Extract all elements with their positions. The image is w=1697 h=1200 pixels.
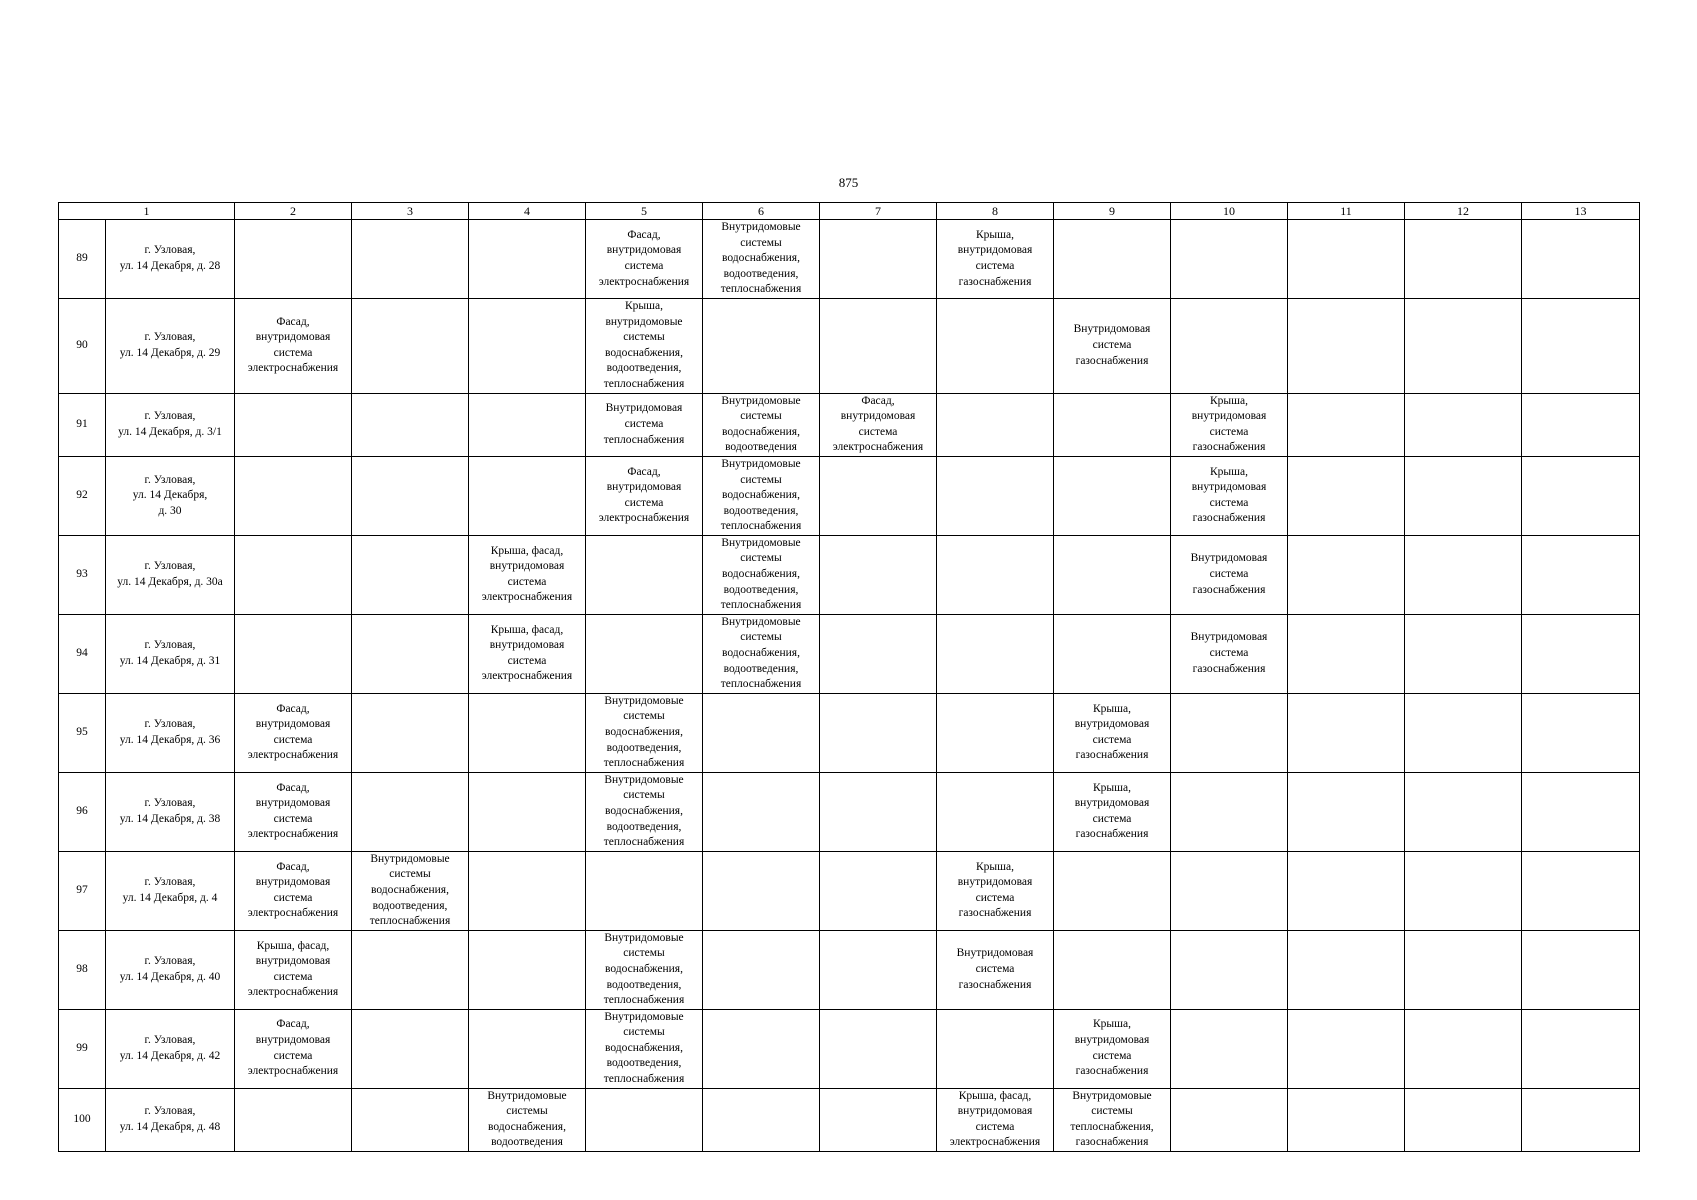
work-description: Крыша, фасад, внутридомовая система электроснабжения <box>481 544 573 604</box>
address-cell: г. Узловая, ул. 14 Декабря, д. 48 <box>106 1088 235 1151</box>
work-description: Фасад, внутридомовая система электроснабжения <box>832 394 924 454</box>
work-cell <box>1171 1088 1288 1151</box>
work-cell <box>1288 772 1405 851</box>
work-cell <box>820 851 937 930</box>
work-cell <box>703 930 820 1009</box>
work-cell <box>352 772 469 851</box>
table-body <box>59 220 1640 1152</box>
work-cell <box>937 456 1054 535</box>
work-cell <box>586 535 703 614</box>
work-cell <box>352 851 469 930</box>
work-description: Фасад, внутридомовая система электроснабжения <box>598 228 690 288</box>
work-cell <box>703 851 820 930</box>
work-cell <box>352 1009 469 1088</box>
work-cell <box>937 614 1054 693</box>
work-cell <box>235 851 352 930</box>
work-description: Внутридомовые системы водоснабжения, водоотведения, теплоснабжения <box>720 457 802 533</box>
work-cell <box>586 614 703 693</box>
work-cell <box>937 930 1054 1009</box>
work-cell <box>820 1088 937 1151</box>
work-description: Внутридомовые системы водоснабжения, водоотведения, теплоснабжения <box>603 773 685 849</box>
work-description: Крыша, фасад, внутридомовая система электроснабжения <box>949 1089 1041 1149</box>
table-row <box>59 693 1640 772</box>
work-description: Фасад, внутридомовая система электроснабжения <box>598 465 690 525</box>
work-cell <box>1522 456 1640 535</box>
work-cell <box>1522 298 1640 393</box>
work-cell <box>352 456 469 535</box>
repair-schedule-table <box>58 202 1640 1152</box>
address-cell: г. Узловая, ул. 14 Декабря, д. 28 <box>106 220 235 299</box>
work-description: Крыша, внутридомовая система газоснабжения <box>1074 1018 1150 1078</box>
work-cell <box>352 1088 469 1151</box>
column-header: 9 <box>1054 203 1171 220</box>
work-cell <box>235 220 352 299</box>
work-cell <box>235 614 352 693</box>
work-cell <box>586 693 703 772</box>
column-header: 11 <box>1288 203 1405 220</box>
work-cell <box>469 930 586 1009</box>
column-header: 4 <box>469 203 586 220</box>
work-description: Крыша, внутридомовая система газоснабжения <box>1191 394 1267 454</box>
table-row <box>59 614 1640 693</box>
work-cell <box>1171 772 1288 851</box>
work-cell <box>1288 220 1405 299</box>
work-cell <box>1405 930 1522 1009</box>
table-row <box>59 930 1640 1009</box>
work-description: Внутридомовые системы водоснабжения, водоотведения, теплоснабжения <box>720 536 802 612</box>
work-cell <box>1405 220 1522 299</box>
table-row <box>59 393 1640 456</box>
work-cell <box>1288 535 1405 614</box>
work-cell <box>937 298 1054 393</box>
work-cell <box>1288 851 1405 930</box>
table-row <box>59 1009 1640 1088</box>
work-cell <box>235 393 352 456</box>
work-cell <box>1405 693 1522 772</box>
work-description: Внутридомовая система газоснабжения <box>1190 631 1268 675</box>
work-cell <box>703 456 820 535</box>
work-cell <box>1522 393 1640 456</box>
work-cell <box>703 393 820 456</box>
work-cell <box>235 693 352 772</box>
work-cell <box>937 535 1054 614</box>
work-cell <box>352 930 469 1009</box>
work-cell <box>1054 298 1171 393</box>
work-cell <box>469 456 586 535</box>
work-description: Внутридомовые системы водоснабжения, водоотведения, теплоснабжения <box>603 931 685 1007</box>
work-cell <box>469 693 586 772</box>
work-cell <box>469 535 586 614</box>
work-description: Крыша, фасад, внутридомовая система электроснабжения <box>247 939 339 999</box>
work-cell <box>1405 535 1522 614</box>
work-cell <box>1054 220 1171 299</box>
address-cell: г. Узловая, ул. 14 Декабря, д. 4 <box>106 851 235 930</box>
work-cell <box>469 393 586 456</box>
work-cell <box>1171 393 1288 456</box>
work-description: Крыша, внутридомовая система газоснабжения <box>957 228 1033 288</box>
work-cell <box>937 772 1054 851</box>
work-cell <box>469 1088 586 1151</box>
work-description: Внутридомовые системы водоснабжения, водоотведения, теплоснабжения <box>603 1010 685 1086</box>
row-number: 97 <box>59 851 106 930</box>
work-cell <box>1522 535 1640 614</box>
work-cell <box>1405 298 1522 393</box>
work-cell <box>1288 1088 1405 1151</box>
work-cell <box>820 930 937 1009</box>
work-cell <box>937 393 1054 456</box>
work-cell <box>703 772 820 851</box>
work-description: Внутридомовые системы водоснабжения, водоотведения, теплоснабжения <box>369 852 451 928</box>
address-cell: г. Узловая, ул. 14 Декабря, д. 31 <box>106 614 235 693</box>
work-cell <box>937 851 1054 930</box>
work-cell <box>703 1088 820 1151</box>
work-cell <box>1054 772 1171 851</box>
address-cell: г. Узловая, ул. 14 Декабря, д. 3/1 <box>106 393 235 456</box>
work-cell <box>586 220 703 299</box>
column-header: 2 <box>235 203 352 220</box>
work-description: Фасад, внутридомовая система электроснабжения <box>247 1018 339 1078</box>
work-description: Фасад, внутридомовая система электроснабжения <box>247 702 339 762</box>
work-cell <box>586 851 703 930</box>
work-cell <box>1522 1088 1640 1151</box>
row-number: 92 <box>59 456 106 535</box>
work-cell <box>586 456 703 535</box>
work-cell <box>235 298 352 393</box>
work-cell <box>1405 1009 1522 1088</box>
work-cell <box>586 393 703 456</box>
work-description: Внутридомовая система газоснабжения <box>1073 323 1151 367</box>
work-description: Фасад, внутридомовая система электроснабжения <box>247 860 339 920</box>
work-cell <box>469 298 586 393</box>
work-cell <box>235 930 352 1009</box>
work-cell <box>703 298 820 393</box>
work-cell <box>352 393 469 456</box>
column-header: 8 <box>937 203 1054 220</box>
table-row <box>59 1088 1640 1151</box>
header-row <box>59 203 1640 220</box>
work-cell <box>1405 456 1522 535</box>
table-row <box>59 851 1640 930</box>
work-cell <box>1171 1009 1288 1088</box>
work-cell <box>586 1088 703 1151</box>
work-cell <box>1522 220 1640 299</box>
work-cell <box>352 693 469 772</box>
work-description: Крыша, фасад, внутридомовая система электроснабжения <box>481 623 573 683</box>
work-cell <box>1522 930 1640 1009</box>
work-cell <box>1522 1009 1640 1088</box>
work-description: Внутридомовые системы водоснабжения, водоотведения <box>487 1089 567 1149</box>
work-cell <box>703 614 820 693</box>
column-header: 5 <box>586 203 703 220</box>
work-cell <box>1054 535 1171 614</box>
address-cell: г. Узловая, ул. 14 Декабря, д. 29 <box>106 298 235 393</box>
work-cell <box>820 614 937 693</box>
work-cell <box>1054 930 1171 1009</box>
work-description: Фасад, внутридомовая система электроснабжения <box>247 315 339 375</box>
address-cell: г. Узловая, ул. 14 Декабря, д. 40 <box>106 930 235 1009</box>
work-cell <box>352 298 469 393</box>
work-cell <box>937 693 1054 772</box>
work-cell <box>469 220 586 299</box>
work-cell <box>703 693 820 772</box>
work-cell <box>820 298 937 393</box>
row-number: 95 <box>59 693 106 772</box>
work-cell <box>235 1088 352 1151</box>
table-row <box>59 535 1640 614</box>
column-header: 3 <box>352 203 469 220</box>
row-number: 94 <box>59 614 106 693</box>
work-cell <box>820 220 937 299</box>
work-cell <box>352 535 469 614</box>
work-description: Крыша, внутридомовая система газоснабжения <box>957 860 1033 920</box>
work-cell <box>1288 693 1405 772</box>
table-header <box>59 203 1640 220</box>
row-number: 90 <box>59 298 106 393</box>
row-number: 100 <box>59 1088 106 1151</box>
row-number: 98 <box>59 930 106 1009</box>
work-cell <box>469 772 586 851</box>
work-cell <box>937 1088 1054 1151</box>
work-cell <box>1054 456 1171 535</box>
work-description: Внутридомовые системы водоснабжения, водоотведения <box>721 394 801 454</box>
work-cell <box>469 1009 586 1088</box>
column-header: 1 <box>59 203 235 220</box>
work-cell <box>1054 1009 1171 1088</box>
address-cell: г. Узловая, ул. 14 Декабря, д. 30 <box>106 456 235 535</box>
work-cell <box>1522 693 1640 772</box>
table-row <box>59 772 1640 851</box>
work-cell <box>1171 535 1288 614</box>
row-number: 89 <box>59 220 106 299</box>
work-cell <box>937 1009 1054 1088</box>
column-header: 6 <box>703 203 820 220</box>
work-cell <box>1054 614 1171 693</box>
work-cell <box>235 456 352 535</box>
row-number: 99 <box>59 1009 106 1088</box>
work-cell <box>1288 1009 1405 1088</box>
work-cell <box>1171 220 1288 299</box>
work-cell <box>820 693 937 772</box>
work-cell <box>586 930 703 1009</box>
work-cell <box>235 772 352 851</box>
work-description: Внутридомовые системы водоснабжения, водоотведения, теплоснабжения <box>720 221 802 296</box>
column-header: 13 <box>1522 203 1640 220</box>
work-cell <box>1522 851 1640 930</box>
work-cell <box>1171 614 1288 693</box>
work-cell <box>937 220 1054 299</box>
work-cell <box>1405 851 1522 930</box>
work-description: Крыша, внутридомовая система газоснабжения <box>1074 702 1150 762</box>
work-cell <box>235 1009 352 1088</box>
work-cell <box>1288 614 1405 693</box>
work-description: Внутридомовая система теплоснабжения <box>603 402 685 446</box>
table-row <box>59 298 1640 393</box>
address-cell: г. Узловая, ул. 14 Декабря, д. 36 <box>106 693 235 772</box>
work-cell <box>352 614 469 693</box>
row-number: 93 <box>59 535 106 614</box>
work-cell <box>703 535 820 614</box>
work-cell <box>1171 851 1288 930</box>
work-description: Крыша, внутридомовая система газоснабжения <box>1074 781 1150 841</box>
work-cell <box>586 772 703 851</box>
work-cell <box>703 1009 820 1088</box>
work-cell <box>1522 772 1640 851</box>
work-cell <box>469 614 586 693</box>
work-cell <box>1171 930 1288 1009</box>
work-cell <box>1054 693 1171 772</box>
work-description: Внутридомовые системы водоснабжения, водоотведения, теплоснабжения <box>603 694 685 770</box>
work-cell <box>820 535 937 614</box>
page-number: 875 <box>838 175 859 190</box>
row-number: 91 <box>59 393 106 456</box>
work-cell <box>820 772 937 851</box>
column-header: 7 <box>820 203 937 220</box>
work-cell <box>1171 693 1288 772</box>
address-cell: г. Узловая, ул. 14 Декабря, д. 38 <box>106 772 235 851</box>
work-description: Внутридомовая система газоснабжения <box>1190 552 1268 596</box>
work-cell <box>1405 1088 1522 1151</box>
work-cell <box>703 220 820 299</box>
table-row <box>59 456 1640 535</box>
work-cell <box>820 456 937 535</box>
work-cell <box>820 393 937 456</box>
work-cell <box>1288 930 1405 1009</box>
work-cell <box>1054 1088 1171 1151</box>
table-row <box>59 220 1640 299</box>
row-number: 96 <box>59 772 106 851</box>
work-cell <box>1405 772 1522 851</box>
work-description: Внутридомовые системы водоснабжения, водоотведения, теплоснабжения <box>720 615 802 691</box>
work-cell <box>1405 614 1522 693</box>
work-cell <box>1288 298 1405 393</box>
work-cell <box>1405 393 1522 456</box>
work-cell <box>820 1009 937 1088</box>
work-cell <box>1054 851 1171 930</box>
column-header: 12 <box>1405 203 1522 220</box>
work-description: Фасад, внутридомовая система электроснабжения <box>247 781 339 841</box>
work-cell <box>586 1009 703 1088</box>
work-cell <box>1288 456 1405 535</box>
work-cell <box>1054 393 1171 456</box>
work-description: Крыша, внутридомовая система газоснабжения <box>1191 465 1267 525</box>
work-cell <box>235 535 352 614</box>
work-cell <box>352 220 469 299</box>
work-cell <box>586 298 703 393</box>
work-description: Внутридомовые системы теплоснабжения, газоснабжения <box>1070 1089 1154 1149</box>
work-cell <box>1522 614 1640 693</box>
column-header: 10 <box>1171 203 1288 220</box>
work-description: Крыша, внутридомовые системы водоснабжения, водоотведения, теплоснабжения <box>603 299 685 390</box>
work-description: Внутридомовая система газоснабжения <box>956 947 1034 991</box>
work-cell <box>1171 298 1288 393</box>
address-cell: г. Узловая, ул. 14 Декабря, д. 42 <box>106 1009 235 1088</box>
work-cell <box>1288 393 1405 456</box>
work-cell <box>1171 456 1288 535</box>
address-cell: г. Узловая, ул. 14 Декабря, д. 30а <box>106 535 235 614</box>
work-cell <box>469 851 586 930</box>
